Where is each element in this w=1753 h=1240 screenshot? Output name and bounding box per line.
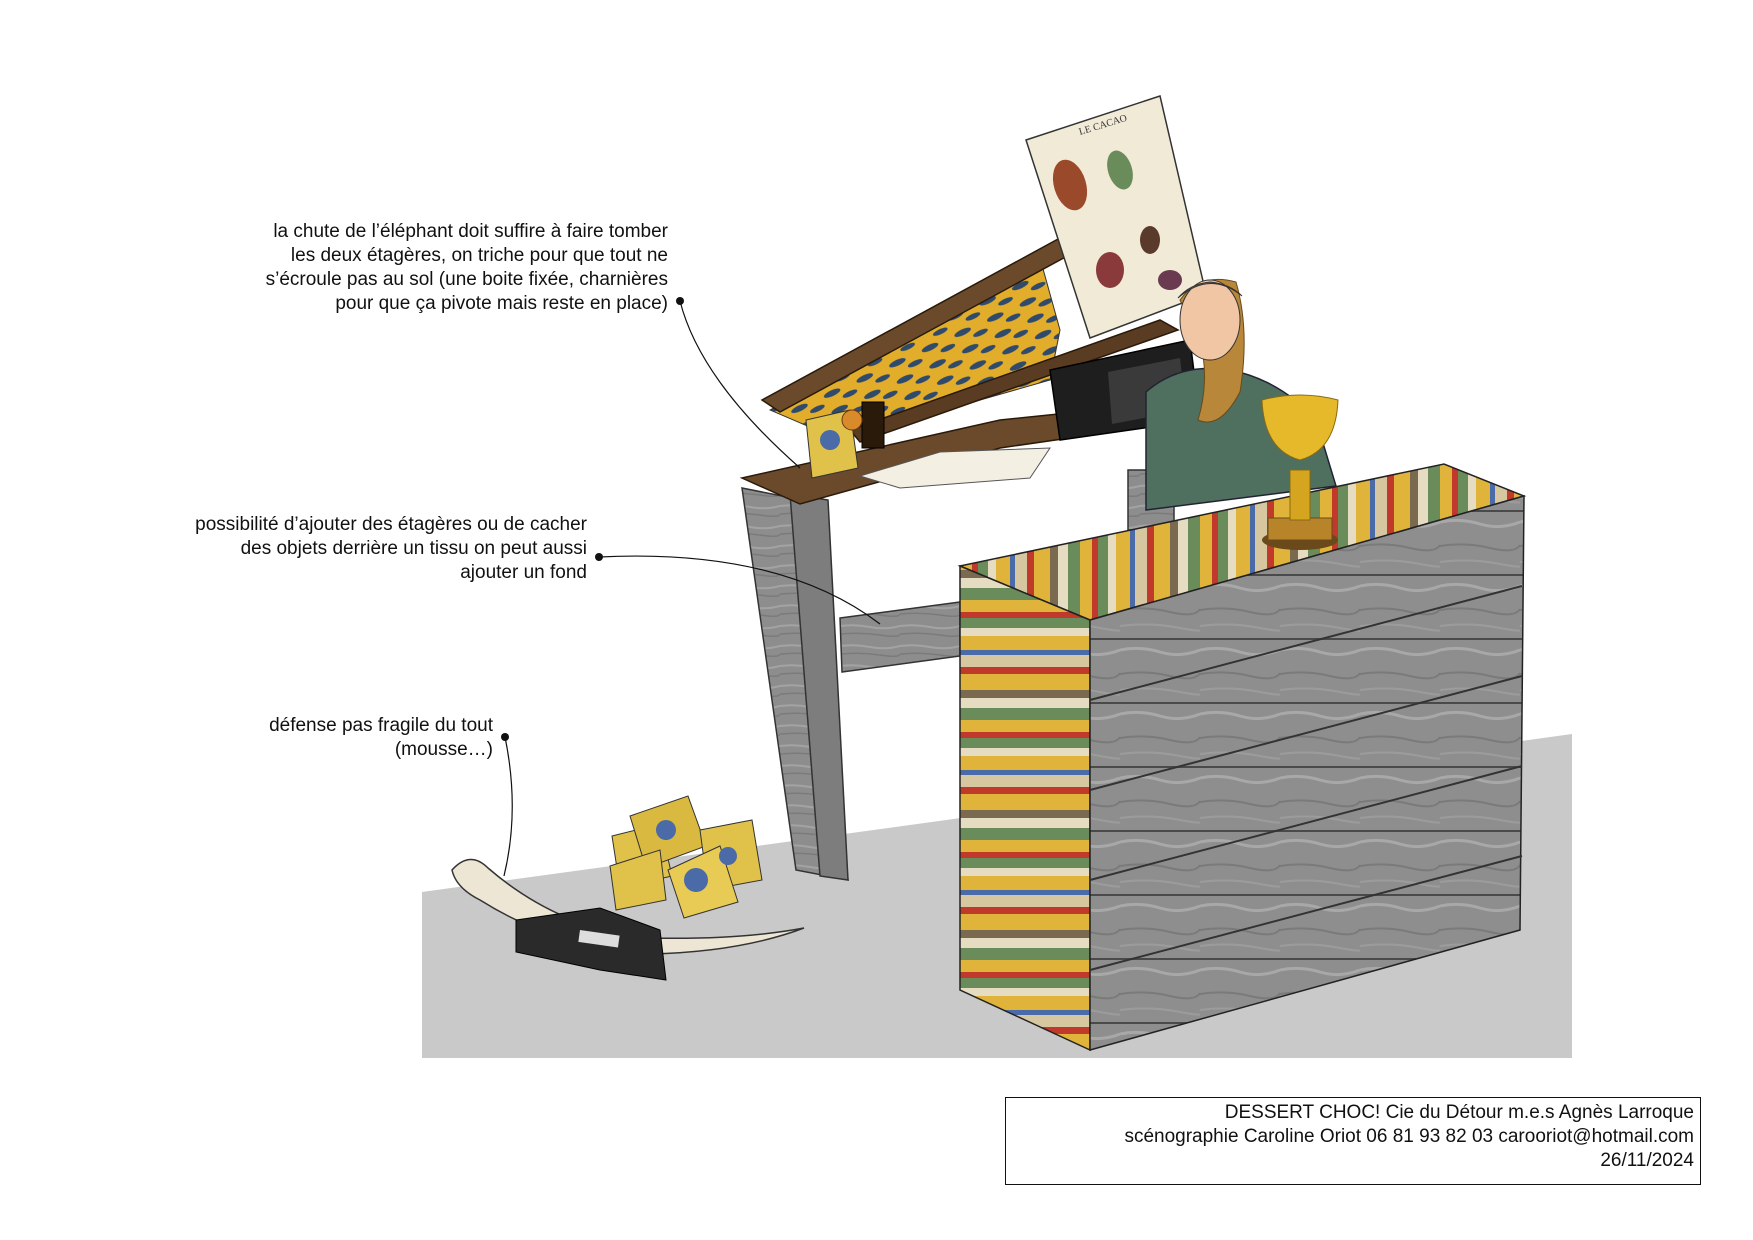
- poster-title: LE CACAO: [1077, 112, 1129, 138]
- title-line-3: 26/11/2024: [1600, 1150, 1694, 1171]
- annotation-line: les deux étagères, on triche pour que tout ne: [290, 245, 668, 266]
- leader-tusk: [504, 737, 512, 876]
- leader-shelves: [680, 301, 800, 468]
- annotation-shelves: [266, 220, 668, 316]
- annotation-line: s’écroule pas au sol (une boite fixée, charnières: [265, 269, 668, 290]
- title-line-2: scénographie Caroline Oriot 06 81 93 82 03 carooriot@hotmail.com: [1124, 1126, 1694, 1147]
- annotation-line: (mousse…): [394, 739, 493, 760]
- person-face: [1180, 280, 1240, 360]
- annotation-line: des objets derrière un tissu on peut aussi: [240, 538, 587, 559]
- lantern: [862, 402, 884, 448]
- annotation-line: la chute de l’éléphant doit suffire à faire tomber: [273, 221, 668, 242]
- cacao-poster: [1026, 96, 1206, 338]
- counter-side: [960, 566, 1090, 1050]
- annotation-line: ajouter un fond: [460, 562, 587, 583]
- annotation-line: pour que ça pivote mais reste en place): [335, 293, 668, 314]
- annotation-tusk: [269, 714, 493, 762]
- crossbar: [840, 602, 960, 672]
- leader-fabric: [599, 556, 880, 624]
- annotation-line: défense pas fragile du tout: [269, 715, 493, 736]
- title-line-1: DESSERT CHOC! Cie du Détour m.e.s Agnès Larroque: [1224, 1102, 1694, 1123]
- annotation-fabric: [195, 513, 587, 585]
- title-block: [1005, 1097, 1701, 1185]
- annotation-line: possibilité d’ajouter des étagères ou de cacher: [195, 514, 587, 535]
